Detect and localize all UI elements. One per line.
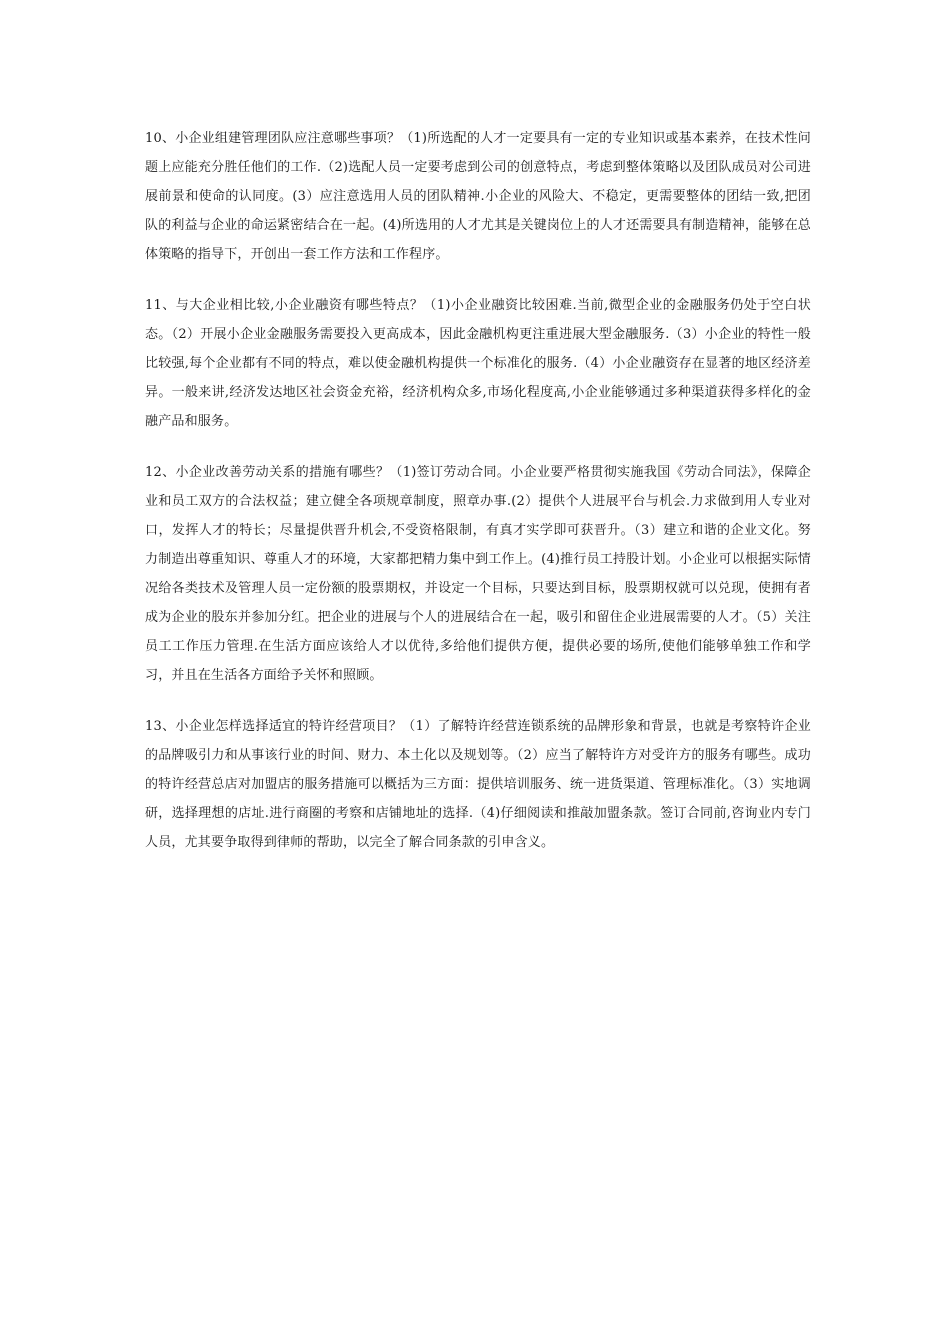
paragraph-q13: 13、小企业怎样选择适宜的特许经营项目？（1）了解特许经营连锁系统的品牌形象和背景，也就是考察特许企业的品牌吸引力和从事该行业的时间、财力、本土化以及规划等。（2）应当了解特许方对受许方的服务有哪些。成功的特许经营总店对加盟店的服务措施可以概括为三方面：提供培训服务、统一进货渠道、管理标准化。（3）实地调研，选择理想的店址.进行商圈的考察和店铺地址的选择.（4)仔细阅读和推敲加盟条款。签订合同前,咨询业内专门人员，尤其要争取得到律师的帮助，以完全了解合同条款的引申含义。 bbox=[145, 719, 811, 850]
paragraph-q11: 11、与大企业相比较,小企业融资有哪些特点？（1)小企业融资比较困难.当前,微型企业的金融服务仍处于空白状态。（2）开展小企业金融服务需要投入更高成本，因此金融机构更注重进展大型金融服务.（3）小企业的特性一般比较强,每个企业都有不同的特点，难以使金融机构提供一个标准化的服务.（4）小企业融资存在显著的地区经济差异。一般来讲,经济发达地区社会资金充裕，经济机构众多,市场化程度高,小企业能够通过多种渠道获得多样化的金融产品和服务。 bbox=[145, 298, 811, 429]
paragraph-q12: 12、小企业改善劳动关系的措施有哪些？（1)签订劳动合同。小企业要严格贯彻实施我国《劳动合同法》，保障企业和员工双方的合法权益；建立健全各项规章制度，照章办事.(2）提供个人进展平台与机会.力求做到用人专业对口，发挥人才的特长；尽量提供晋升机会,不受资格限制，有真才实学即可获晋升。（3）建立和谐的企业文化。努力制造出尊重知识、尊重人才的环境，大家都把精力集中到工作上。(4)推行员工持股计划。小企业可以根据实际情况给各类技术及管理人员一定份额的股票期权，并设定一个目标，只要达到目标，股票期权就可以兑现，使拥有者成为企业的股东并参加分红。把企业的进展与个人的进展结合在一起，吸引和留住企业进展需要的人才。（5）关注员工工作压力管理.在生活方面应该给人才以优待,多给他们提供方便，提供必要的场所,使他们能够单独工作和学习，并且在生活各方面给予关怀和照顾。 bbox=[145, 465, 811, 683]
document-body bbox=[145, 124, 811, 879]
paragraph-q10: 10、小企业组建管理团队应注意哪些事项？（1)所选配的人才一定要具有一定的专业知识或基本素养，在技术性问题上应能充分胜任他们的工作.（2)选配人员一定要考虑到公司的创意特点，考虑到整体策略以及团队成员对公司进展前景和使命的认同度。(3）应注意选用人员的团队精神.小企业的风险大、不稳定，更需要整体的团结一致,把团队的利益与企业的命运紧密结合在一起。(4)所选用的人才尤其是关键岗位上的人才还需要具有制造精神，能够在总体策略的指导下，开创出一套工作方法和工作程序。 bbox=[145, 131, 811, 262]
